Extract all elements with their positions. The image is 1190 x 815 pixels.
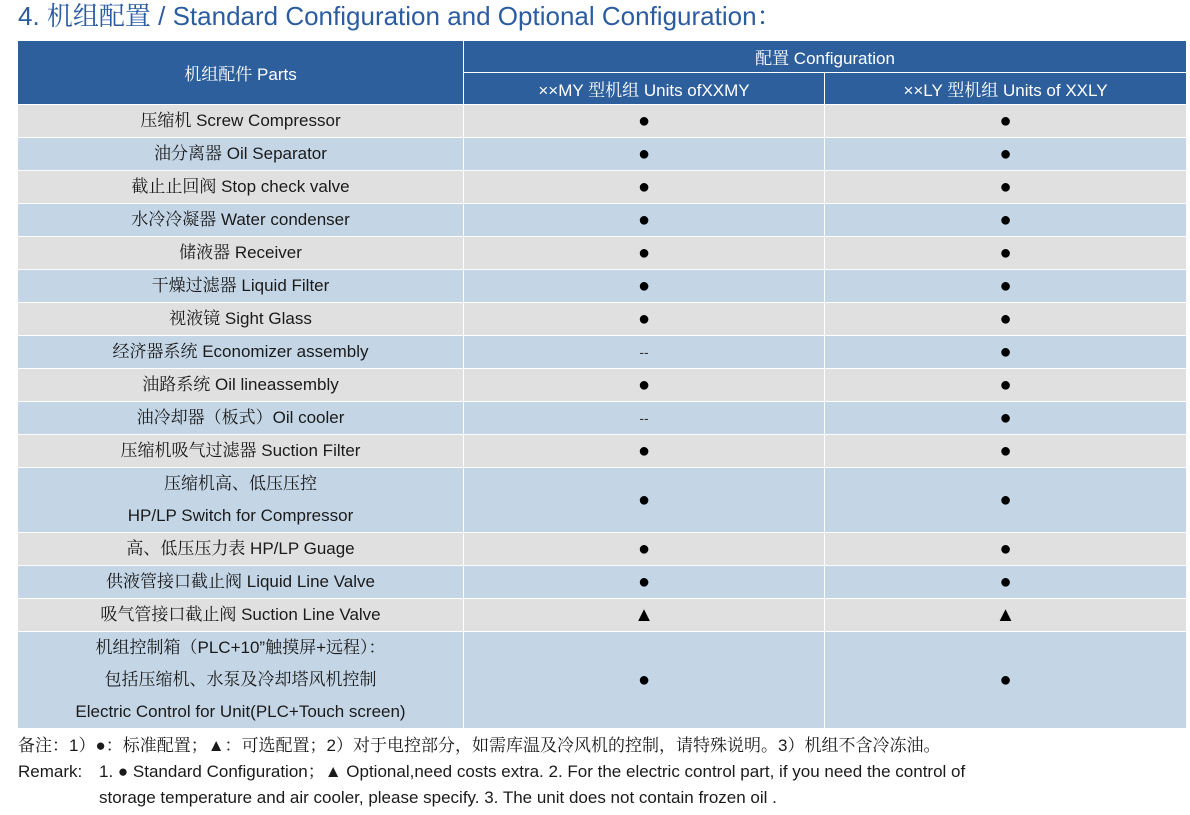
config-cell-my xyxy=(464,369,825,402)
standard-dot-icon: ● xyxy=(637,668,651,691)
part-name-line: 截止止回阀 Stop check valve xyxy=(131,177,350,196)
config-cell-ly xyxy=(825,599,1187,632)
standard-dot-icon: ● xyxy=(999,241,1012,264)
configuration-table xyxy=(17,40,1187,729)
part-name-cell xyxy=(18,105,464,138)
part-name-line: 水冷冷凝器 Water condenser xyxy=(131,210,350,229)
config-cell-my xyxy=(464,435,825,468)
part-name-line: 包括压缩机、水泵及冷却塔风机控制 xyxy=(104,670,377,689)
part-name-cell xyxy=(18,533,464,566)
remark-chinese: 备注：1）●：标准配置；▲：可选配置；2）对于电控部分，如需库温及冷风机的控制，请特殊说明。3）机组不含冷冻油。 xyxy=(18,736,941,755)
config-cell-my xyxy=(464,599,825,632)
part-name-cell xyxy=(18,369,464,402)
table-row xyxy=(18,566,1187,599)
standard-dot-icon: ● xyxy=(637,274,651,297)
part-name-line: 吸气管接口截止阀 Suction Line Valve xyxy=(100,605,381,624)
not-available-dash: -- xyxy=(639,344,649,360)
standard-dot-icon: ● xyxy=(999,175,1012,198)
standard-dot-icon: ● xyxy=(999,488,1012,511)
standard-dot-icon: ● xyxy=(637,208,651,231)
config-cell-ly xyxy=(825,336,1187,369)
part-name-cell xyxy=(18,632,464,729)
remark-english-line1: 1. ● Standard Configuration；▲ Optional,need costs extra. 2. For the electric control part, if you need the control of xyxy=(99,762,966,781)
part-name-cell xyxy=(18,599,464,632)
part-name-line: 干燥过滤器 Liquid Filter xyxy=(151,276,330,295)
table-row xyxy=(18,468,1187,533)
part-name-cell xyxy=(18,435,464,468)
config-cell-ly xyxy=(825,435,1187,468)
config-cell-my xyxy=(464,533,825,566)
part-name-line: 油分离器 Oil Separator xyxy=(154,144,327,163)
config-cell-my xyxy=(464,270,825,303)
config-cell-my xyxy=(464,204,825,237)
standard-dot-icon: ● xyxy=(999,340,1012,363)
config-cell-ly xyxy=(825,237,1187,270)
standard-dot-icon: ● xyxy=(637,537,651,560)
standard-dot-icon: ● xyxy=(637,373,651,396)
parts-header: 机组配件 Parts xyxy=(18,41,464,105)
part-name-line: 供液管接口截止阀 Liquid Line Valve xyxy=(106,572,375,591)
standard-dot-icon: ● xyxy=(999,537,1012,560)
optional-triangle-icon: ▲ xyxy=(995,603,1016,626)
remark-english-line2: storage temperature and air cooler, please specify. 3. The unit does not contain frozen oil . xyxy=(99,788,777,807)
part-name-cell xyxy=(18,566,464,599)
part-name-cell xyxy=(18,303,464,336)
standard-dot-icon: ● xyxy=(999,307,1012,330)
part-name-cell xyxy=(18,138,464,171)
part-name-line: 视液镜 Sight Glass xyxy=(169,309,312,328)
standard-dot-icon: ● xyxy=(637,175,651,198)
standard-dot-icon: ● xyxy=(637,307,651,330)
config-cell-ly xyxy=(825,468,1187,533)
table-row xyxy=(18,369,1187,402)
standard-dot-icon: ● xyxy=(637,241,651,264)
config-cell-ly xyxy=(825,566,1187,599)
standard-dot-icon: ● xyxy=(999,570,1012,593)
config-cell-ly xyxy=(825,303,1187,336)
part-name-cell xyxy=(18,468,464,533)
standard-dot-icon: ● xyxy=(999,406,1012,429)
table-row xyxy=(18,533,1187,566)
table-row xyxy=(18,435,1187,468)
part-name-line: 储液器 Receiver xyxy=(179,243,302,262)
config-cell-my xyxy=(464,171,825,204)
part-name-line: 机组控制箱（PLC+10”触摸屏+远程）： xyxy=(95,638,386,657)
part-name-line: 油冷却器（板式）Oil cooler xyxy=(136,408,345,427)
table-row xyxy=(18,402,1187,435)
config-cell-ly xyxy=(825,402,1187,435)
part-name-cell xyxy=(18,336,464,369)
config-cell-my xyxy=(464,303,825,336)
config-cell-ly xyxy=(825,138,1187,171)
configuration-header: 配置 Configuration xyxy=(464,41,1187,73)
standard-dot-icon: ● xyxy=(999,274,1012,297)
config-cell-my xyxy=(464,336,825,369)
part-name-cell xyxy=(18,204,464,237)
config-cell-my xyxy=(464,237,825,270)
table-row xyxy=(18,138,1187,171)
table-row xyxy=(18,171,1187,204)
table-row xyxy=(18,336,1187,369)
part-name-line: Electric Control for Unit(PLC+Touch screen) xyxy=(75,702,406,721)
part-name-line: 压缩机高、低压压控 xyxy=(164,474,317,493)
standard-dot-icon: ● xyxy=(999,208,1012,231)
column-header-xxly: ××LY 型机组 Units of XXLY xyxy=(825,73,1187,105)
not-available-dash: -- xyxy=(639,410,649,426)
standard-dot-icon: ● xyxy=(637,109,651,132)
table-row xyxy=(18,237,1187,270)
config-cell-ly xyxy=(825,171,1187,204)
config-cell-ly xyxy=(825,533,1187,566)
standard-dot-icon: ● xyxy=(999,109,1012,132)
part-name-line: 经济器系统 Economizer assembly xyxy=(112,342,369,361)
part-name-cell xyxy=(18,270,464,303)
optional-triangle-icon: ▲ xyxy=(634,603,654,626)
config-cell-ly xyxy=(825,632,1187,729)
table-row xyxy=(18,599,1187,632)
standard-dot-icon: ● xyxy=(999,373,1012,396)
config-cell-my xyxy=(464,468,825,533)
part-name-line: 高、低压压力表 HP/LP Guage xyxy=(126,539,355,558)
part-name-cell xyxy=(18,402,464,435)
config-cell-my xyxy=(464,566,825,599)
remarks xyxy=(18,733,1183,811)
config-cell-ly xyxy=(825,204,1187,237)
config-cell-my xyxy=(464,138,825,171)
part-name-line: 压缩机吸气过滤器 Suction Filter xyxy=(120,441,361,460)
part-name-line: HP/LP Switch for Compressor xyxy=(127,506,354,525)
standard-dot-icon: ● xyxy=(637,488,651,511)
table-row xyxy=(18,632,1187,729)
standard-dot-icon: ● xyxy=(637,439,651,462)
table-row xyxy=(18,204,1187,237)
config-cell-my xyxy=(464,632,825,729)
config-cell-ly xyxy=(825,270,1187,303)
part-name-cell xyxy=(18,171,464,204)
standard-dot-icon: ● xyxy=(637,570,651,593)
table-row xyxy=(18,270,1187,303)
part-name-cell xyxy=(18,237,464,270)
config-cell-my xyxy=(464,105,825,138)
column-header-xxmy: ××MY 型机组 Units ofXXMY xyxy=(464,73,825,105)
remark-label: Remark: xyxy=(18,762,83,781)
standard-dot-icon: ● xyxy=(999,142,1012,165)
standard-dot-icon: ● xyxy=(637,142,651,165)
table-row xyxy=(18,303,1187,336)
standard-dot-icon: ● xyxy=(999,668,1012,691)
config-cell-my xyxy=(464,402,825,435)
config-cell-ly xyxy=(825,105,1187,138)
table-row xyxy=(18,105,1187,138)
page-title: 4. 机组配置 / Standard Configuration and Optional Configuration： xyxy=(18,1,783,31)
standard-dot-icon: ● xyxy=(999,439,1012,462)
part-name-line: 油路系统 Oil lineassembly xyxy=(142,375,339,394)
config-cell-ly xyxy=(825,369,1187,402)
part-name-line: 压缩机 Screw Compressor xyxy=(140,111,341,130)
